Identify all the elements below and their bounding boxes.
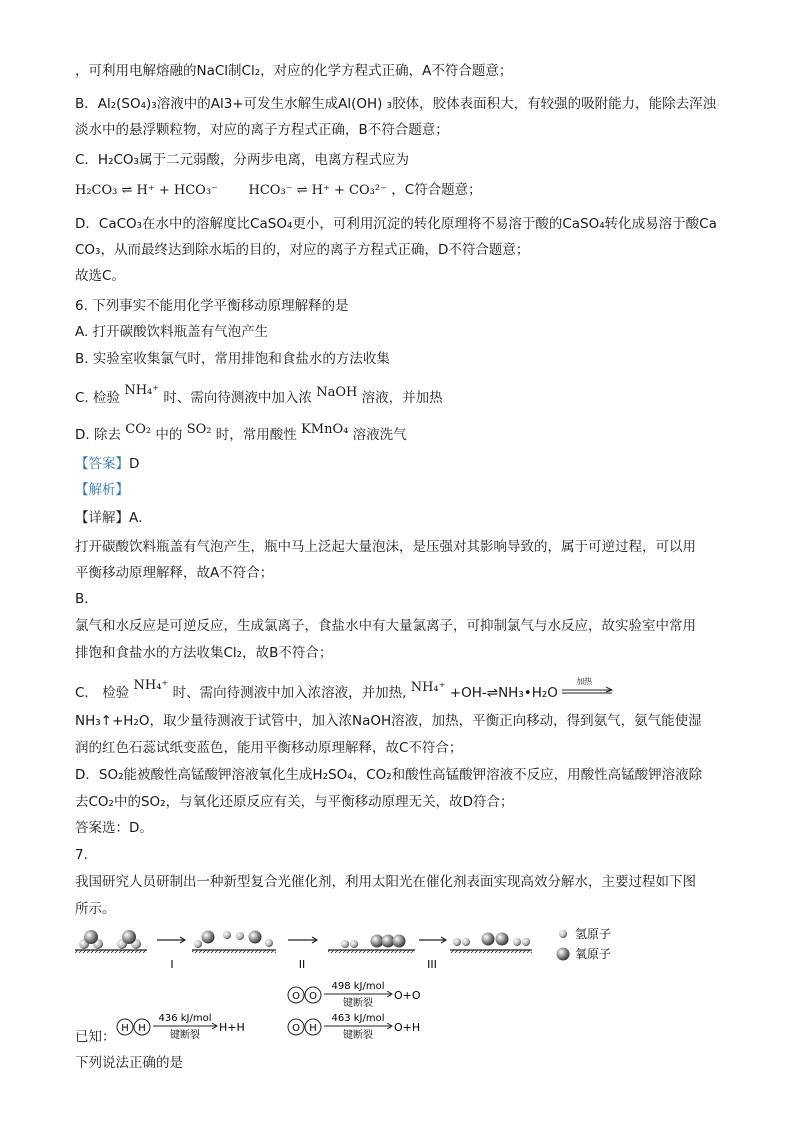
- bond-energy-oo: [286, 980, 446, 1010]
- text-c-conclusion: ，C符合题意；: [391, 182, 482, 198]
- option-b: B. 实验室收集氯气时，常用排饱和食盐水的方法收集: [75, 351, 390, 367]
- formula-nh4: NH₄⁺: [124, 383, 160, 398]
- analysis-tag: 【解析】: [75, 482, 129, 498]
- step-label: II: [298, 958, 306, 971]
- svg-text:H+H: H+H: [219, 1021, 245, 1034]
- formula-nh4: NH₄⁺: [410, 680, 446, 695]
- answer-value: D: [129, 456, 140, 472]
- svg-text:O: O: [292, 991, 300, 1002]
- bond-energy-hh: [115, 1012, 275, 1042]
- question-6: 6. 下列事实不能用化学平衡移动原理解释的是: [75, 298, 349, 314]
- step-label: III: [427, 958, 437, 971]
- svg-text:H: H: [138, 1023, 146, 1034]
- equation-2: HCO₃⁻ ⇌ H⁺ + CO₃²⁻: [248, 183, 387, 198]
- svg-text:O: O: [292, 1023, 300, 1034]
- text-line: D．CaCO₃在水中的溶解度比CaSO₄更小，可利用沉淀的转化原理将不易溶于酸的CaSO₄转化成易溶于酸Ca: [75, 216, 717, 232]
- formula-co2: CO₂: [125, 422, 152, 437]
- text-line: 故选C。: [75, 268, 125, 284]
- svg-text:键断裂: 键断裂: [343, 998, 373, 1009]
- text-line: 排饱和食盐水的方法收集Cl₂，故B不符合；: [75, 645, 333, 661]
- water-splitting-process-figure: [70, 922, 630, 982]
- text-line: 淡水中的悬浮颗粒物，对应的离子方程式正确，B不符合题意；: [75, 122, 449, 138]
- text-line: 答案选：D。: [75, 820, 153, 836]
- question-7-prompt: 下列说法正确的是: [75, 1055, 183, 1071]
- analysis-c-line: C． 检验 NH₄⁺ 时、需向待测液中加入浓溶液，并加热, NH₄⁺ +OH-⇌NH₃•H₂O 加热: [75, 684, 614, 703]
- svg-text:436 kJ/mol: 436 kJ/mol: [158, 1013, 212, 1024]
- text-line: 润的红色石蕊试纸变蓝色，能用平衡移动原理解释，故C不符合；: [75, 740, 463, 756]
- svg-text:键断裂: 键断裂: [170, 1030, 200, 1041]
- text-line: B．: [75, 591, 98, 607]
- hydrogen-atom-icon: [559, 930, 567, 938]
- formula-naoh: NaOH: [316, 385, 358, 400]
- oxygen-atom-icon: [557, 948, 570, 961]
- question-7-stem: 我国研究人员研制出一种新型复合光催化剂，利用太阳光在催化剂表面实现高效分解水，主要过程如下图: [75, 874, 696, 890]
- text-line: B．Al₂(SO₄)₃溶液中的Al3+可发生水解生成Al(OH) ₃胶体，胶体表面积大，有较强的吸附能力，能除去浑浊: [75, 96, 717, 112]
- svg-text:键断裂: 键断裂: [343, 1030, 373, 1041]
- text-line: 氯气和水反应是可逆反应，生成氯离子，食盐水中有大量氯离子，可抑制氯气与水反应，故实验室中常用: [75, 618, 696, 634]
- svg-text:O+O: O+O: [394, 989, 421, 1002]
- svg-text:H: H: [309, 1023, 317, 1034]
- formula-nh4: NH₄⁺: [133, 678, 169, 693]
- equation-1: H₂CO₃ ⇌ H⁺ + HCO₃⁻: [75, 183, 218, 198]
- arrow-icon: [562, 687, 614, 697]
- question-7-number: 7.: [75, 847, 88, 863]
- svg-text:O: O: [309, 991, 317, 1002]
- formula-kmno4: KMnO₄: [301, 422, 349, 437]
- legend-hydrogen: 氢原子: [575, 927, 612, 941]
- answer-tag: 【答案】: [75, 456, 129, 472]
- formula-so2: SO₂: [186, 422, 212, 437]
- svg-text:498 kJ/mol: 498 kJ/mol: [331, 981, 385, 992]
- option-a: A. 打开碳酸饮料瓶盖有气泡产生: [75, 324, 269, 340]
- ionization-equations: [75, 181, 482, 200]
- svg-text:O+H: O+H: [394, 1021, 421, 1034]
- legend-oxygen: 氧原子: [575, 947, 612, 961]
- text-line: CO₃，从而最终达到除水垢的目的，对应的离子方程式正确，D不符合题意；: [75, 242, 530, 258]
- question-7-stem: 所示。: [75, 901, 116, 917]
- svg-text:463 kJ/mol: 463 kJ/mol: [331, 1013, 385, 1024]
- bond-energy-oh: [286, 1012, 446, 1042]
- text-line: 去CO₂中的SO₂，与氧化还原反应有关，与平衡移动原理无关，故D符合；: [75, 794, 514, 810]
- answer-line: [75, 455, 139, 473]
- svg-text:H: H: [121, 1023, 129, 1034]
- text-line: NH₃↑+H₂O，取少量待测液于试管中，加入浓NaOH溶液，加热，平衡正向移动，得到氨气，氨气能使湿: [75, 713, 702, 729]
- option-c: C. 检验 NH₄⁺ 时、需向待测液中加入浓 NaOH 溶液，并加热: [75, 383, 443, 406]
- text-line: C．H₂CO₃属于二元弱酸，分两步电离，电离方程式应为: [75, 152, 409, 168]
- heat-arrow: 加热: [562, 685, 614, 701]
- text-line: ，可利用电解熔融的NaCl制Cl₂，对应的化学方程式正确，A不符合题意；: [75, 63, 513, 79]
- text-line: D．SO₂能被酸性高锰酸钾溶液氧化生成H₂SO₄，CO₂和酸性高锰酸钾溶液不反应，用酸性高锰酸钾溶液除: [75, 767, 703, 783]
- detail-heading: 【详解】A．: [75, 510, 152, 526]
- text-line: 打开碳酸饮料瓶盖有气泡产生，瓶中马上泛起大量泡沫，是压强对其影响导致的，属于可逆过程，可以用: [75, 539, 696, 555]
- step-label: I: [170, 958, 174, 971]
- text-line: 平衡移动原理解释，故A不符合；: [75, 565, 274, 581]
- known-label: 已知：: [75, 1029, 116, 1045]
- option-d: D. 除去 CO₂ 中的 SO₂ 时，常用酸性 KMnO₄ 溶液洗气: [75, 422, 407, 443]
